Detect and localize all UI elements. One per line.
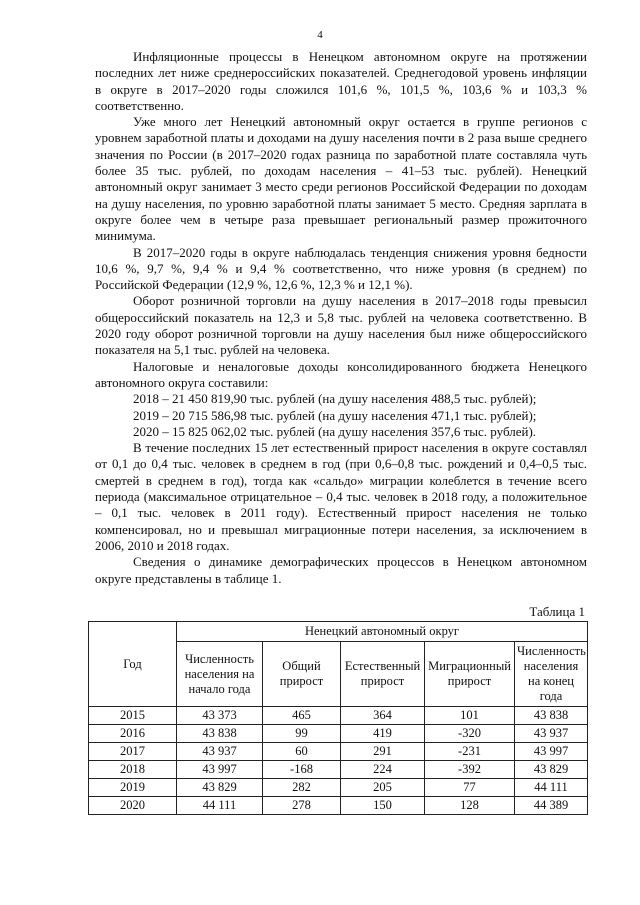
table-cell: 43 373 xyxy=(177,707,263,725)
table-cell: 364 xyxy=(341,707,425,725)
table-cell: 43 829 xyxy=(515,761,588,779)
table-cell: 43 937 xyxy=(177,743,263,761)
table-cell: 291 xyxy=(341,743,425,761)
paragraph-demography: В течение последних 15 лет естественный прирост населения в округе составлял от 0,1 до 0,4 тыс. человек в среднем в год (при 0,6–0,8 тыс. рождений и 0,4–0,5 тыс. смертей в среднем в год), тогда как «сальдо» миграции колеблется в течение всего периода (максимальное отрицательное – 0,4 тыс. человек в 2018 году, а положительное – 0,1 тыс. человек в 2011 году). Естественный прирост населения не только компенсировал, но и превышал миграционные потери населения, за исключением в 2006, 2010 и 2018 годах. xyxy=(95,440,587,553)
budget-line-2018: 2018 – 21 450 819,90 тыс. рублей (на душу населения 488,5 тыс. рублей); xyxy=(133,391,537,407)
table-cell: 43 838 xyxy=(515,707,588,725)
paragraph-retail: Оборот розничной торговли на душу населения в 2017–2018 годы превысил общероссийский показатель на 12,3 и 5,8 тыс. рублей на человека соответственно. В 2020 году оборот розничной торговли на душу населения был ниже общероссийского показателя на 5,1 тыс. рублей на человека. xyxy=(95,293,587,358)
table-row xyxy=(89,797,588,815)
table-row xyxy=(89,761,588,779)
table-caption: Таблица 1 xyxy=(529,604,585,619)
column-header-population-end: Численность населения на конец года xyxy=(515,642,588,707)
table-cell: 2017 xyxy=(89,743,177,761)
table-cell: 150 xyxy=(341,797,425,815)
paragraph-inflation: Инфляционные процессы в Ненецком автономном округе на протяжении последних лет ниже среднероссийских показателей. Среднегодовой уровень инфляции в округе в 2017–2020 годы сложился 101,6 %, 101,5 %, 103,6 % и 103,3 % соответственно. xyxy=(95,49,587,113)
table-row xyxy=(89,707,588,725)
page-number: 4 xyxy=(317,29,323,41)
table-cell: 44 111 xyxy=(177,797,263,815)
demography-table xyxy=(88,621,588,815)
column-header-natural-growth: Естественный прирост xyxy=(341,642,425,707)
document-body xyxy=(95,49,587,587)
table-cell: 43 829 xyxy=(177,779,263,797)
paragraph-wages: Уже много лет Ненецкий автономный округ остается в группе регионов с уровнем заработной платы и доходами на душу населения почти в 2 раза выше среднего значения по России (в 2017–2020 годах разница по заработной плате составляла чуть более 35 тыс. рублей, по доходам населения – 41–53 тыс. рублей). Ненецкий автономный округ занимает 3 место среди регионов Российской Федерации по доходам на душу населения, по уровню заработной платы занимает 5 место. Средняя зарплата в округе более чем в четыре раза превышает региональный размер прожиточного минимума. xyxy=(95,114,587,244)
table-row xyxy=(89,725,588,743)
table-cell: 2018 xyxy=(89,761,177,779)
table-row xyxy=(89,779,588,797)
table-cell: 278 xyxy=(263,797,341,815)
table-cell: 43 838 xyxy=(177,725,263,743)
column-header-total-growth: Общий прирост xyxy=(263,642,341,707)
region-group-header: Ненецкий автономный округ xyxy=(177,622,588,642)
table-cell: 43 937 xyxy=(515,725,588,743)
table-cell: 44 111 xyxy=(515,779,588,797)
budget-line-2020: 2020 – 15 825 062,02 тыс. рублей (на душу населения 357,6 тыс. рублей). xyxy=(133,423,537,439)
budget-line-2019: 2019 – 20 715 586,98 тыс. рублей (на душу населения 471,1 тыс. рублей); xyxy=(133,407,537,423)
table-cell: 101 xyxy=(425,707,515,725)
paragraph-poverty: В 2017–2020 годы в округе наблюдалась тенденция снижения уровня бедности 10,6 %, 9,7 %, 9,4 % и 9,4 % соответственно, что ниже уровня (в среднем) по Российской Федерации (12,9 %, 12,6 %, 12,3 % и 12,1 %). xyxy=(95,244,587,293)
table-cell: 2019 xyxy=(89,779,177,797)
table-cell: 2015 xyxy=(89,707,177,725)
column-header-migration-growth: Миграционный прирост xyxy=(425,642,515,707)
table-cell: -231 xyxy=(425,743,515,761)
table-cell: 77 xyxy=(425,779,515,797)
table-cell: 224 xyxy=(341,761,425,779)
table-cell: 419 xyxy=(341,725,425,743)
table-row xyxy=(89,743,588,761)
table-cell: 99 xyxy=(263,725,341,743)
table-cell: 128 xyxy=(425,797,515,815)
table-cell: 43 997 xyxy=(177,761,263,779)
table-cell: 2016 xyxy=(89,725,177,743)
table-cell: 465 xyxy=(263,707,341,725)
table-cell: 60 xyxy=(263,743,341,761)
column-header-population-start: Численность населения на начало года xyxy=(177,642,263,707)
table-cell: 282 xyxy=(263,779,341,797)
table-cell: -392 xyxy=(425,761,515,779)
table-cell: -168 xyxy=(263,761,341,779)
paragraph-budget: Налоговые и неналоговые доходы консолидированного бюджета Ненецкого автономного округа составили: xyxy=(95,358,587,390)
table-cell: 44 389 xyxy=(515,797,588,815)
year-header: Год xyxy=(89,622,177,707)
paragraph-table-intro: Сведения о динамике демографических процессов в Ненецком автономном округе представлены в таблице 1. xyxy=(95,554,587,586)
table-cell: 43 997 xyxy=(515,743,588,761)
table-cell: 205 xyxy=(341,779,425,797)
table-cell: -320 xyxy=(425,725,515,743)
table-cell: 2020 xyxy=(89,797,177,815)
